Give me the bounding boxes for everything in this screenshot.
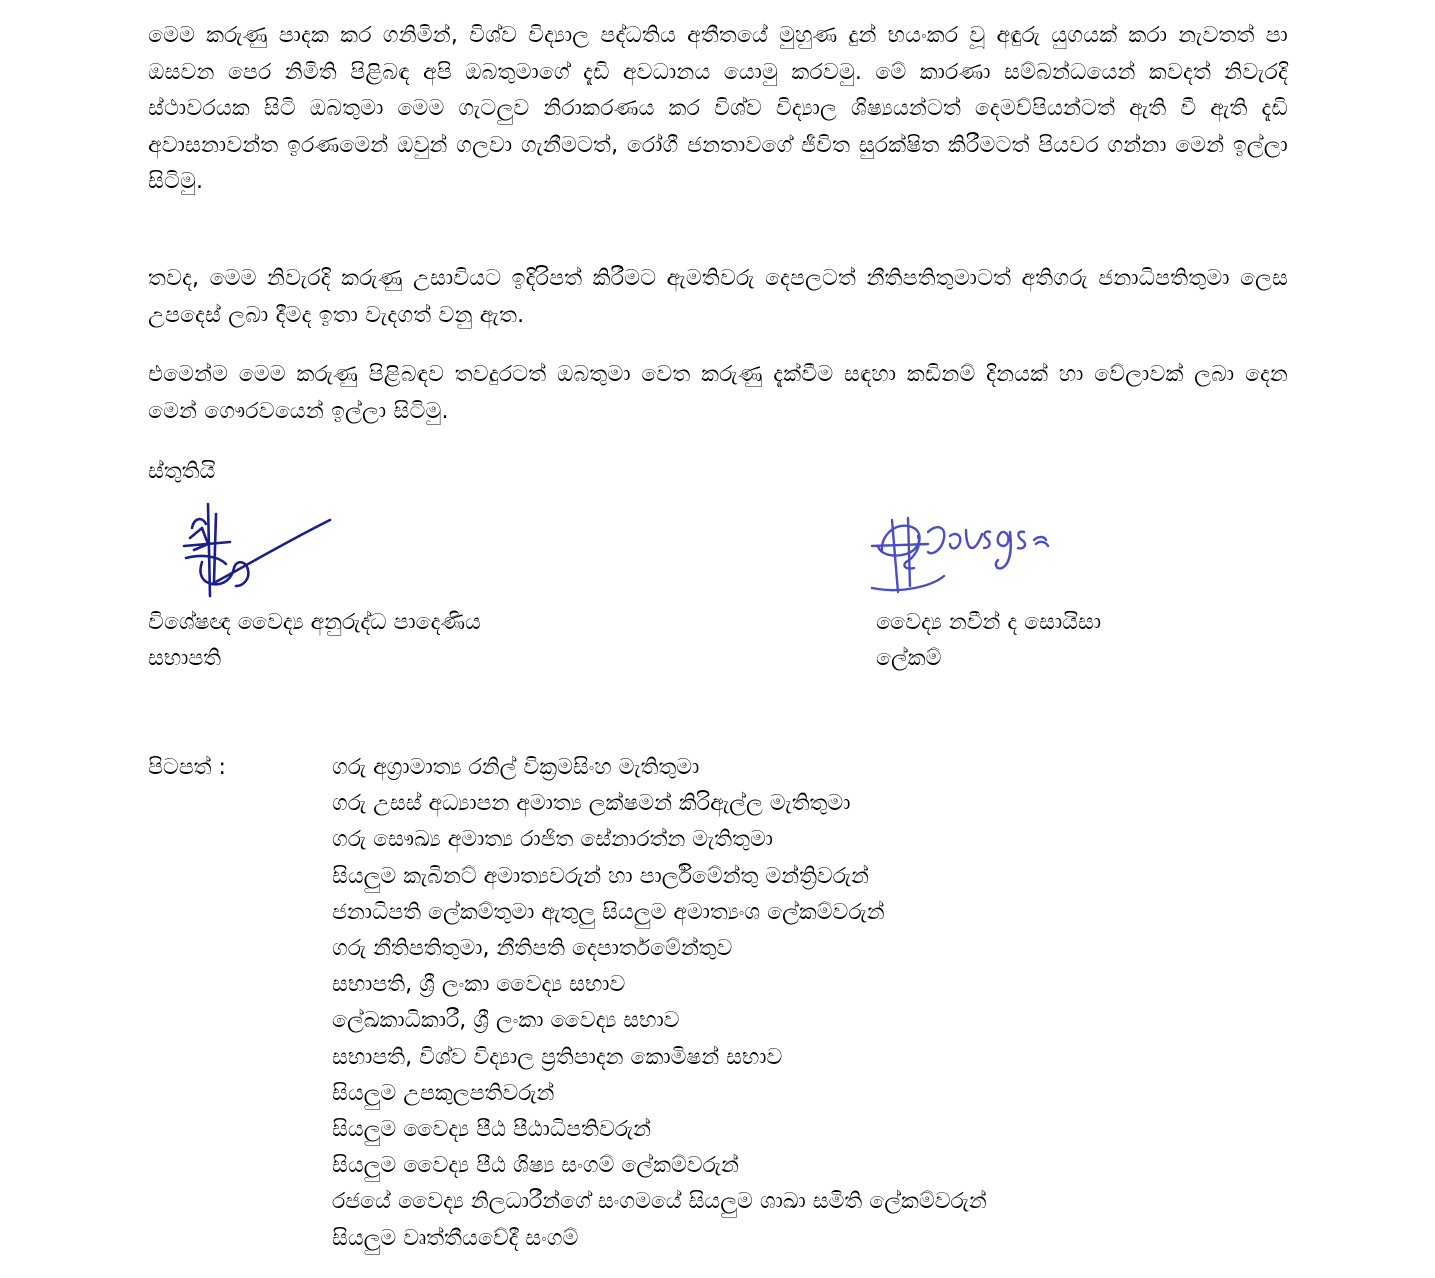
signatory-name: විශේෂඥ වෛද්‍ය අනුරුද්ධ පාදෙණිය: [148, 610, 481, 635]
signatory-title: ලේකම්: [876, 646, 942, 671]
cc-recipient: ගරු අග්‍රාමාත්‍ය රනිල් වික්‍රමසිංහ මැතිතුමා: [332, 755, 700, 780]
signatory-chairman: [148, 605, 481, 677]
body-paragraph-1: මෙම කරුණු පාදක කර ගනිමින්, විශ්ව විද්‍යාල පද්ධතිය අතීතයේ මුහුණ දුන් භයංකර වූ අඳුරු යුගයක් කරා නැවතත් පා ඔසවන පෙර නිමිති පිළිබඳ අපි ඔබතුමාගේ දැඩි අවධානය යොමු කරවමු. මේ කාරණා සම්බන්ධයෙන් කවදත් නිවැරදි ස්ථාවරයක සිටි ඔබතුමා මෙම ගැටලුව නිරාකරණය කර විශ්ව විද්‍යාල ශිෂ්‍යයන්ටත් දෙමව්පියන්ටත් ඇති වී ඇති දැඩි අවාසනාවන්ත ඉරණමෙන් ඔවුන් ගලවා ගැනීමටත්, රෝගී ජනතාවගේ ජීවිත සුරක්ෂිත කිරීමටත් පියවර ගන්නා මෙන් ඉල්ලා සිටිමු.: [148, 23, 1288, 194]
body-paragraph-2: තවද, මෙම නිවැරදි කරුණු උසාවියට ඉදිරිපත් කිරීමට ඇමතිවරු දෙපලටත් නීතිපතිතුමාටත් අතිගරු ජනාධිපතිතුමා ලෙස උපදෙස් ලබා දීමද ඉතා වැදගත් වනු ඇත.: [148, 266, 1288, 328]
body-paragraph-3: එමෙන්ම මෙම කරුණු පිළිබඳව තවදුරටත් ඔබතුමා වෙත කරුණු දැක්වීම සඳහා කඩිනම් දිනයක් හා වේලාවක් ලබා දෙන මෙන් ගෞරවයෙන් ඉල්ලා සිටිමු.: [148, 362, 1288, 424]
closing-thanks: ස්තුතියි: [148, 459, 216, 484]
cc-recipient: සියලුම උපකුලපතිවරුන්: [332, 1080, 555, 1106]
cc-recipient: සියලුම වෛද්‍ය පීඨ ශිෂ්‍ය සංගම් ලේකම්වරුන්: [332, 1153, 739, 1179]
signatory-name: වෛද්‍ය නවීන් ද සොයිසා: [876, 610, 1102, 635]
chairman-signature: [172, 498, 342, 608]
cc-recipient: ගරු නීතිපතිතුමා, නීතිපති දෙපාර්තමේන්තුව: [332, 936, 733, 962]
cc-recipient: සභාපති, විශ්ව විද්‍යාල ප්‍රතිපාදන කොමිෂන් සභාව: [332, 1044, 783, 1070]
cc-recipient: සියලුම වෛද්‍ය පීඨ පීඨාධිපතිවරුන්: [332, 1117, 652, 1143]
cc-recipient: සියලුම වෘත්තීයවේදී සංගම්: [332, 1225, 579, 1251]
cc-recipient: ගරු උසස් අධ්‍යාපන අමාත්‍ය ලක්ෂමන් කිරිඇල්ල මැතිතුමා: [332, 791, 851, 817]
cc-recipient: සභාපති, ශ්‍රී ලංකා වෛද්‍ය සභාව: [332, 972, 626, 998]
cc-label: පිටපත් :: [148, 755, 226, 780]
cc-recipient: ලේඛකාධිකාරී, ශ්‍රී ලංකා වෛද්‍ය සභාව: [332, 1008, 680, 1034]
secretary-signature: [862, 506, 1102, 598]
cc-recipient: ගරු සෞඛ්‍ය අමාත්‍ය රාජිත සේනාරත්න මැතිතුමා: [332, 827, 774, 853]
cc-recipient: සියලුම කැබිනට් අමාත්‍යවරුන් හා පාර්ලිමේන්තු මන්ත්‍රිවරුන්: [332, 863, 870, 889]
cc-recipient: ජනාධිපති ලේකම්තුමා ඇතුලු සියලුම අමාත්‍යංශ ලේකම්වරුන්: [332, 899, 885, 925]
cc-recipient-list: [332, 750, 987, 1257]
signatory-secretary: [876, 605, 1101, 677]
signatory-title: සභාපති: [148, 646, 222, 671]
cc-recipient: රජයේ වෛද්‍ය නිලධාරීන්ගේ සංගමයේ සියලුම ශාඛා සමිති ලේකම්වරුන්: [332, 1189, 987, 1215]
